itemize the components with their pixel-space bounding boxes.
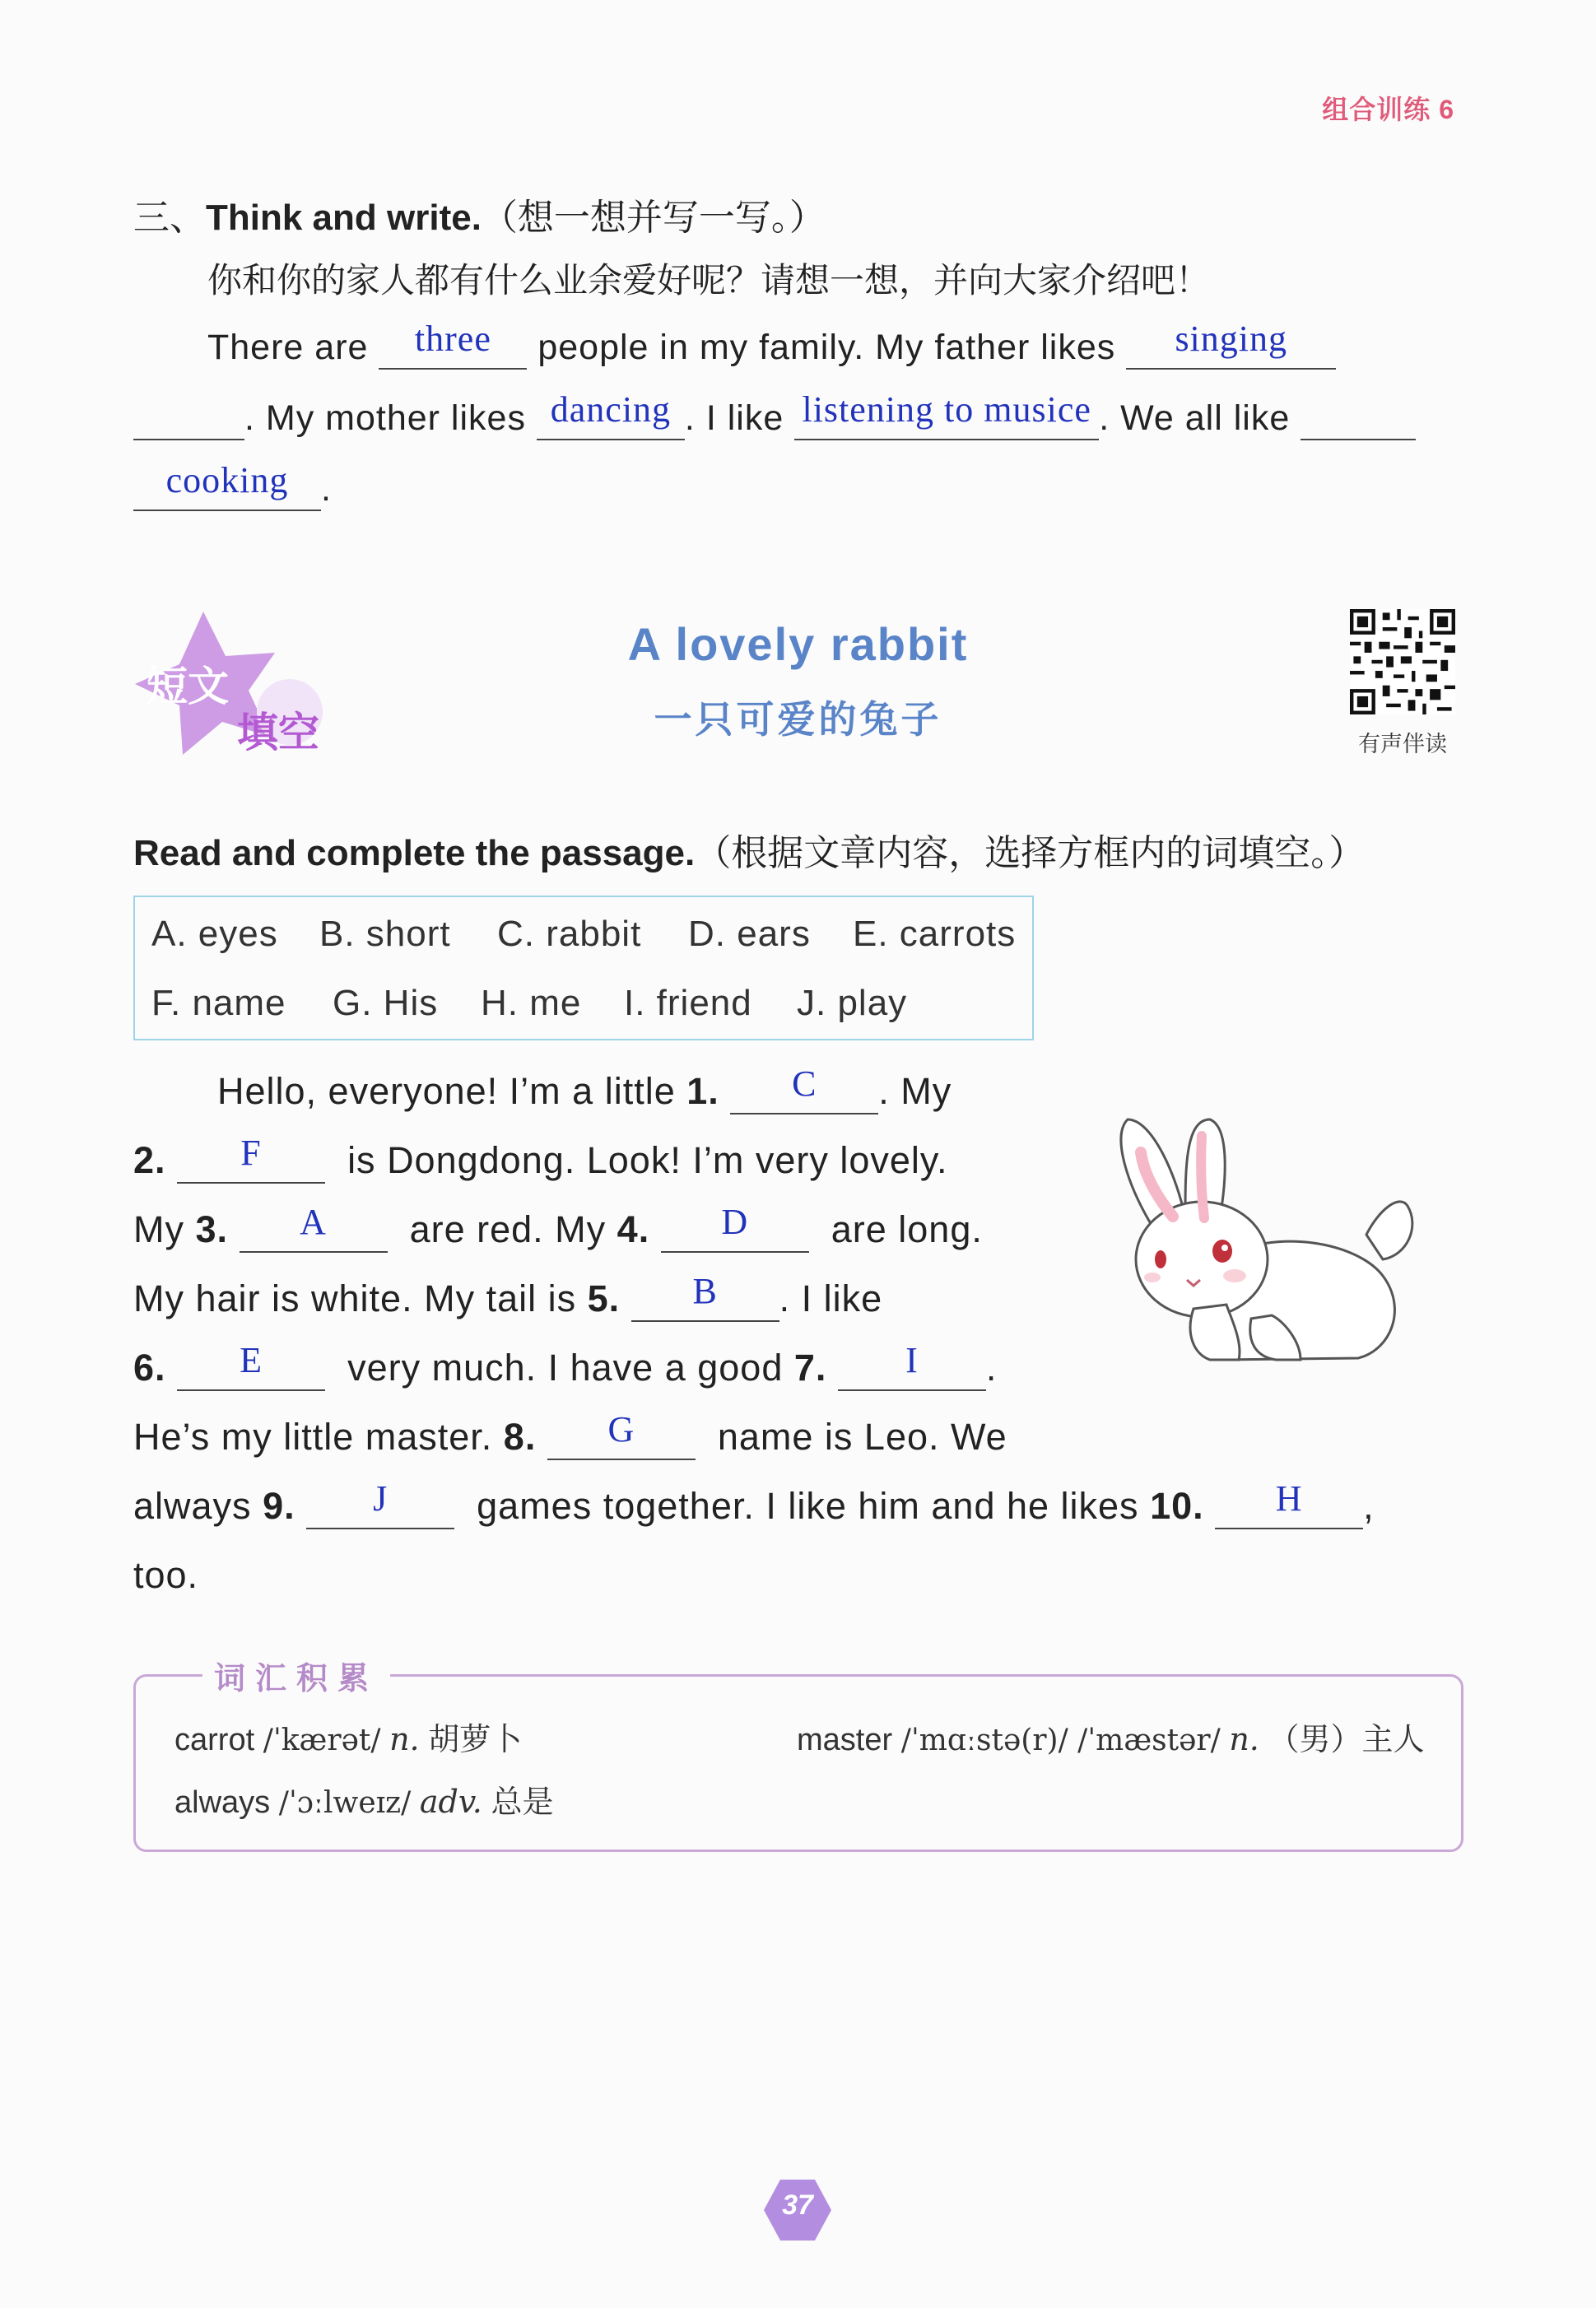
text-segment: . [985, 1347, 998, 1389]
passage-line-5 [133, 1340, 998, 1391]
blank-number: 5. [587, 1277, 621, 1319]
vocab-word: always [174, 1785, 271, 1820]
passage-blank-6[interactable] [177, 1340, 325, 1391]
vocab-entry-carrot [174, 1714, 522, 1759]
answer-text: cooking [165, 460, 289, 500]
passage-line-6 [133, 1409, 1007, 1460]
section3-title-prefix: 三、 [133, 198, 206, 238]
vocab-pos: n. [389, 1721, 420, 1757]
section3-prompt: 你和你的家人都有什么业余爱好呢？请想一想，并向大家介绍吧！ [207, 260, 1211, 300]
passage-blank-3[interactable] [240, 1202, 388, 1253]
text-segment: . My mother likes [244, 398, 526, 438]
answer-text: singing [1175, 319, 1288, 359]
blank-number: 3. [195, 1208, 229, 1250]
answer-text: G [607, 1409, 635, 1449]
blank-number: 6. [133, 1347, 166, 1389]
text-segment: . I like [684, 398, 784, 438]
passage-title: A lovely rabbit [627, 618, 969, 670]
section3-title [133, 188, 826, 240]
passage-blank-4[interactable] [661, 1202, 809, 1253]
answer-text: I [905, 1340, 919, 1380]
text-segment: are red. My [409, 1208, 607, 1250]
vocab-meaning: （男）主人 [1268, 1721, 1425, 1757]
answer-blank-5-start [1301, 398, 1416, 440]
text-segment: very much. I have a good [347, 1347, 784, 1389]
passage-line-1 [217, 1063, 952, 1114]
word-option: C. rabbit [497, 914, 642, 954]
answer-blank-2[interactable] [1126, 319, 1336, 370]
passage-subtitle: 一只可爱的兔子 [654, 698, 942, 741]
passage-blank-1[interactable] [730, 1063, 878, 1114]
passage-blank-5[interactable] [631, 1271, 779, 1322]
section-header-label: 组合训练 6 [1322, 95, 1454, 124]
text-segment: . We all like [1099, 398, 1291, 438]
blank-number: 9. [263, 1485, 295, 1527]
rabbit-illustration [1095, 1103, 1440, 1383]
text-segment: are long. [831, 1208, 983, 1250]
vocab-phonetic: /ˈmɑːstə(r)/ /ˈmæstər/ [900, 1724, 1221, 1757]
answer-text: J [373, 1478, 389, 1519]
word-option: J. play [797, 983, 908, 1023]
section3-line-2 [133, 389, 1416, 440]
instruction-cn: （根据文章内容，选择方框内的词填空。） [695, 833, 1366, 873]
passage-line-4 [133, 1271, 883, 1322]
word-option: H. me [481, 983, 582, 1023]
answer-text: dancing [550, 389, 672, 430]
answer-text: A [300, 1202, 327, 1242]
word-option: G. His [333, 983, 439, 1023]
section3-title-en: Think and write. [206, 198, 482, 238]
text-segment: My hair is white. My tail is [133, 1277, 577, 1319]
text-segment: is Dongdong. Look! I’m very lovely. [347, 1139, 948, 1181]
word-option: B. short [319, 914, 451, 954]
text-segment: people in my family. My father likes [537, 328, 1116, 367]
text-segment: My [133, 1208, 184, 1250]
passage-blank-7[interactable] [838, 1340, 986, 1391]
word-option: E. carrots [853, 914, 1017, 954]
section3-line-3 [133, 460, 332, 511]
vocab-pos: adv. [419, 1784, 482, 1820]
section3-title-cn: （想一想并写一写。） [481, 198, 826, 238]
answer-text: E [240, 1340, 263, 1380]
blank-number: 10. [1150, 1485, 1204, 1527]
answer-text: C [792, 1063, 817, 1104]
vocab-pos: n. [1229, 1721, 1259, 1757]
text-segment: always [133, 1485, 252, 1527]
vocab-word: master [797, 1723, 893, 1757]
blank-number: 4. [617, 1208, 650, 1250]
blank-number: 8. [503, 1416, 537, 1458]
answer-blank-2-cont [133, 398, 244, 440]
vocab-entry-always [174, 1776, 553, 1822]
text-segment: Hello, everyone! I’m a little [217, 1070, 676, 1112]
answer-text: listening to musice [802, 389, 1091, 430]
page-number: 37 [782, 2189, 813, 2221]
vocab-entry-master [797, 1714, 1424, 1759]
badge-text-2: 填空 [237, 710, 319, 756]
answer-text: B [692, 1271, 718, 1311]
word-option: A. eyes [151, 914, 278, 954]
text-segment: He’s my little master. [133, 1416, 493, 1458]
vocab-meaning: 胡萝卜 [428, 1721, 523, 1757]
text-segment: . [321, 469, 332, 509]
text-segment: too. [133, 1554, 199, 1596]
instruction-en: Read and complete the passage. [133, 833, 696, 873]
text-segment: , [1363, 1485, 1375, 1527]
qr-code-icon[interactable] [1350, 609, 1455, 714]
passage-blank-8[interactable] [547, 1409, 696, 1460]
passage-instruction [133, 823, 1365, 876]
vocab-phonetic: /ˈkærət/ [263, 1724, 381, 1757]
word-option: F. name [151, 983, 286, 1023]
badge-text-1: 短文 [147, 663, 229, 710]
vocab-box [133, 1674, 1463, 1852]
text-segment: games together. I like him and he likes [477, 1485, 1139, 1527]
section3-line-1 [207, 319, 1336, 370]
word-bank-box [133, 896, 1034, 1040]
text-segment: . I like [779, 1277, 883, 1319]
blank-number: 1. [686, 1070, 719, 1112]
passage-line-3 [133, 1202, 983, 1253]
answer-text: H [1275, 1478, 1303, 1519]
answer-text: F [240, 1133, 262, 1173]
answer-blank-3[interactable] [537, 389, 685, 440]
word-option: D. ears [688, 914, 811, 954]
vocab-title: 词汇积累 [202, 1653, 390, 1698]
answer-blank-4[interactable] [794, 389, 1099, 440]
text-segment: . My [878, 1070, 952, 1112]
answer-text: three [414, 319, 491, 359]
answer-blank-1[interactable] [379, 319, 527, 370]
text-segment: name is Leo. We [717, 1416, 1007, 1458]
answer-text: D [721, 1202, 749, 1242]
qr-label: 有声伴读 [1358, 732, 1447, 756]
passage-blank-2[interactable] [177, 1133, 325, 1184]
vocab-meaning: 总是 [491, 1784, 554, 1820]
blank-number: 2. [133, 1139, 166, 1181]
vocab-phonetic: /ˈɔːlweɪz/ [278, 1786, 412, 1820]
blank-number: 7. [793, 1347, 827, 1389]
passage-line-7 [133, 1478, 1375, 1529]
word-option: I. friend [624, 983, 752, 1023]
passage-blank-10[interactable] [1215, 1478, 1363, 1529]
passage-line-2 [133, 1133, 948, 1184]
passage-blank-9[interactable] [306, 1478, 454, 1529]
passage-line-8 [133, 1554, 198, 1597]
vocab-word: carrot [174, 1723, 255, 1757]
answer-blank-5[interactable] [133, 460, 321, 511]
text-segment: There are [207, 328, 369, 367]
